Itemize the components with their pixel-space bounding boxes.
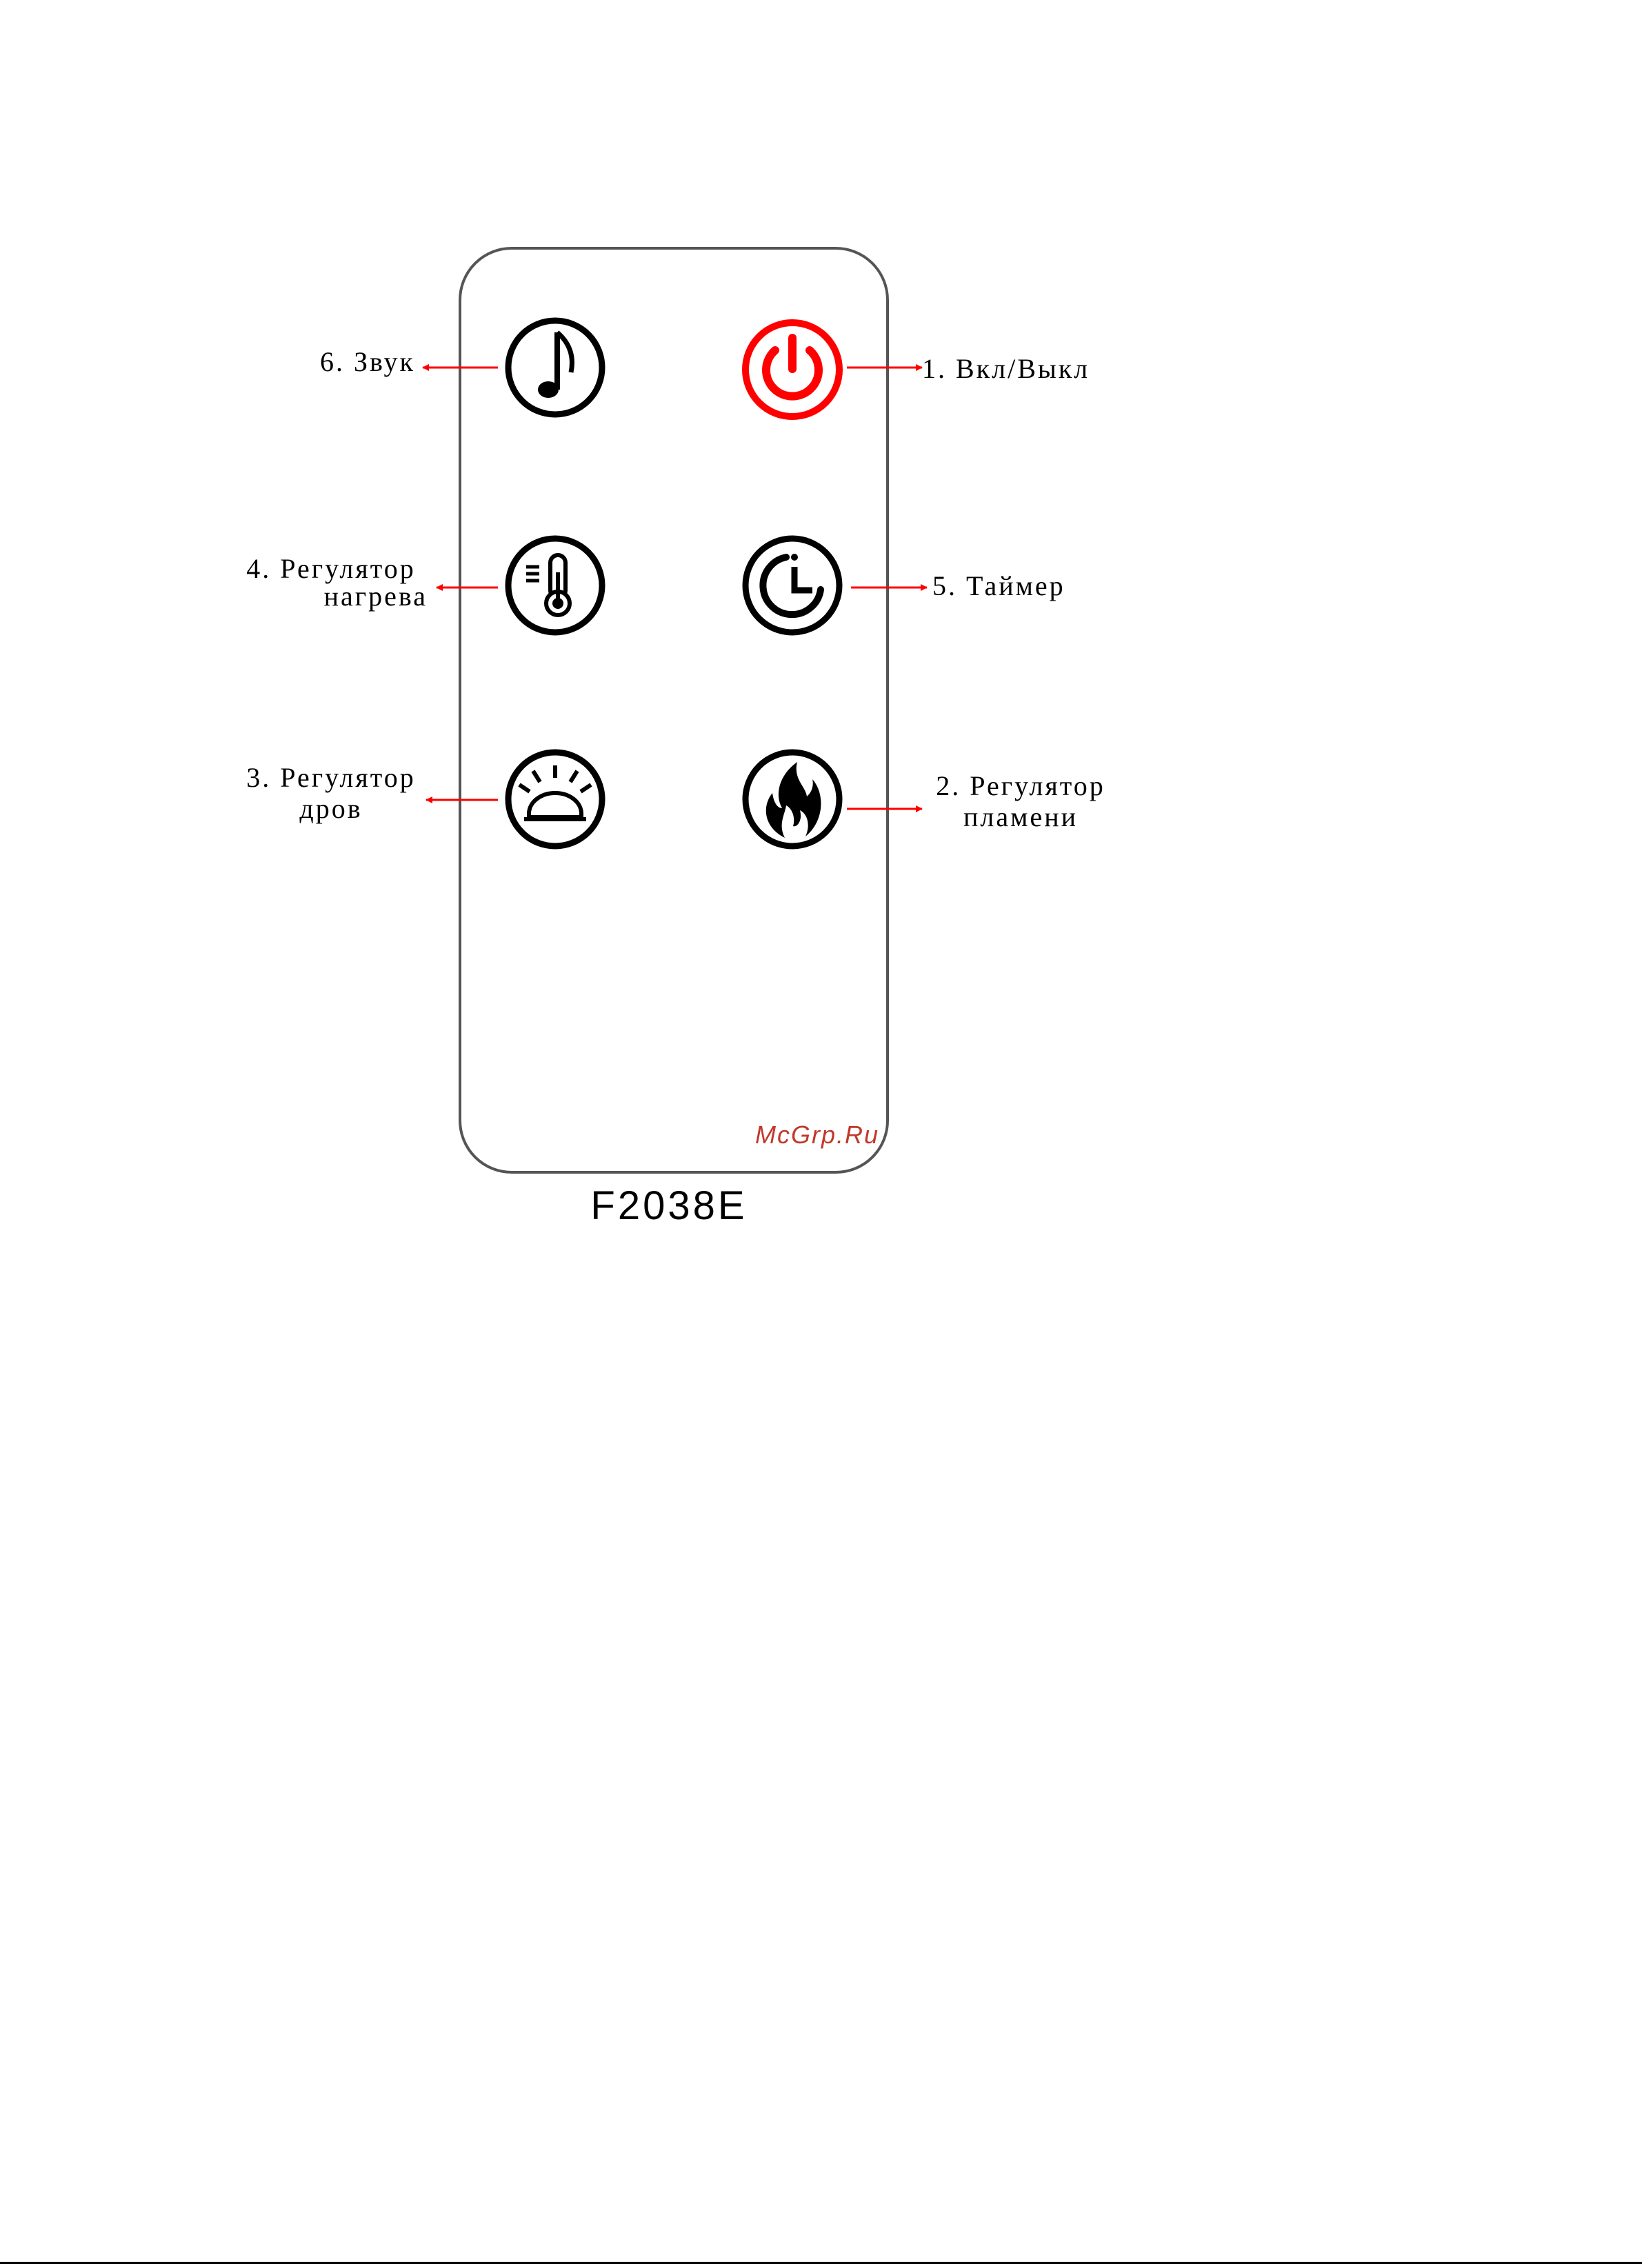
page-bottom-rule — [0, 2262, 1642, 2264]
flame-button[interactable] — [745, 752, 839, 846]
model-name: F2038E — [590, 1183, 748, 1228]
logs-label-line2: дров — [299, 793, 363, 824]
heat-label-line2: нагрева — [323, 581, 428, 612]
flame-label-line2: пламени — [963, 801, 1078, 832]
heat-button[interactable] — [508, 539, 602, 632]
watermark: McGrp.Ru — [755, 1121, 880, 1149]
power-label: 1. Вкл/Выкл — [922, 353, 1090, 384]
flame-label-line1: 2. Регулятор — [936, 770, 1105, 801]
logs-button[interactable] — [508, 752, 602, 846]
logs-label-line1: 3. Регулятор — [246, 762, 416, 793]
timer-button[interactable] — [745, 539, 839, 632]
sound-button[interactable] — [508, 321, 602, 414]
timer-label: 5. Таймер — [932, 570, 1065, 601]
sound-label: 6. Звук — [320, 346, 415, 377]
power-button[interactable] — [745, 323, 839, 417]
heat-label-line1: 4. Регулятор — [246, 553, 416, 584]
